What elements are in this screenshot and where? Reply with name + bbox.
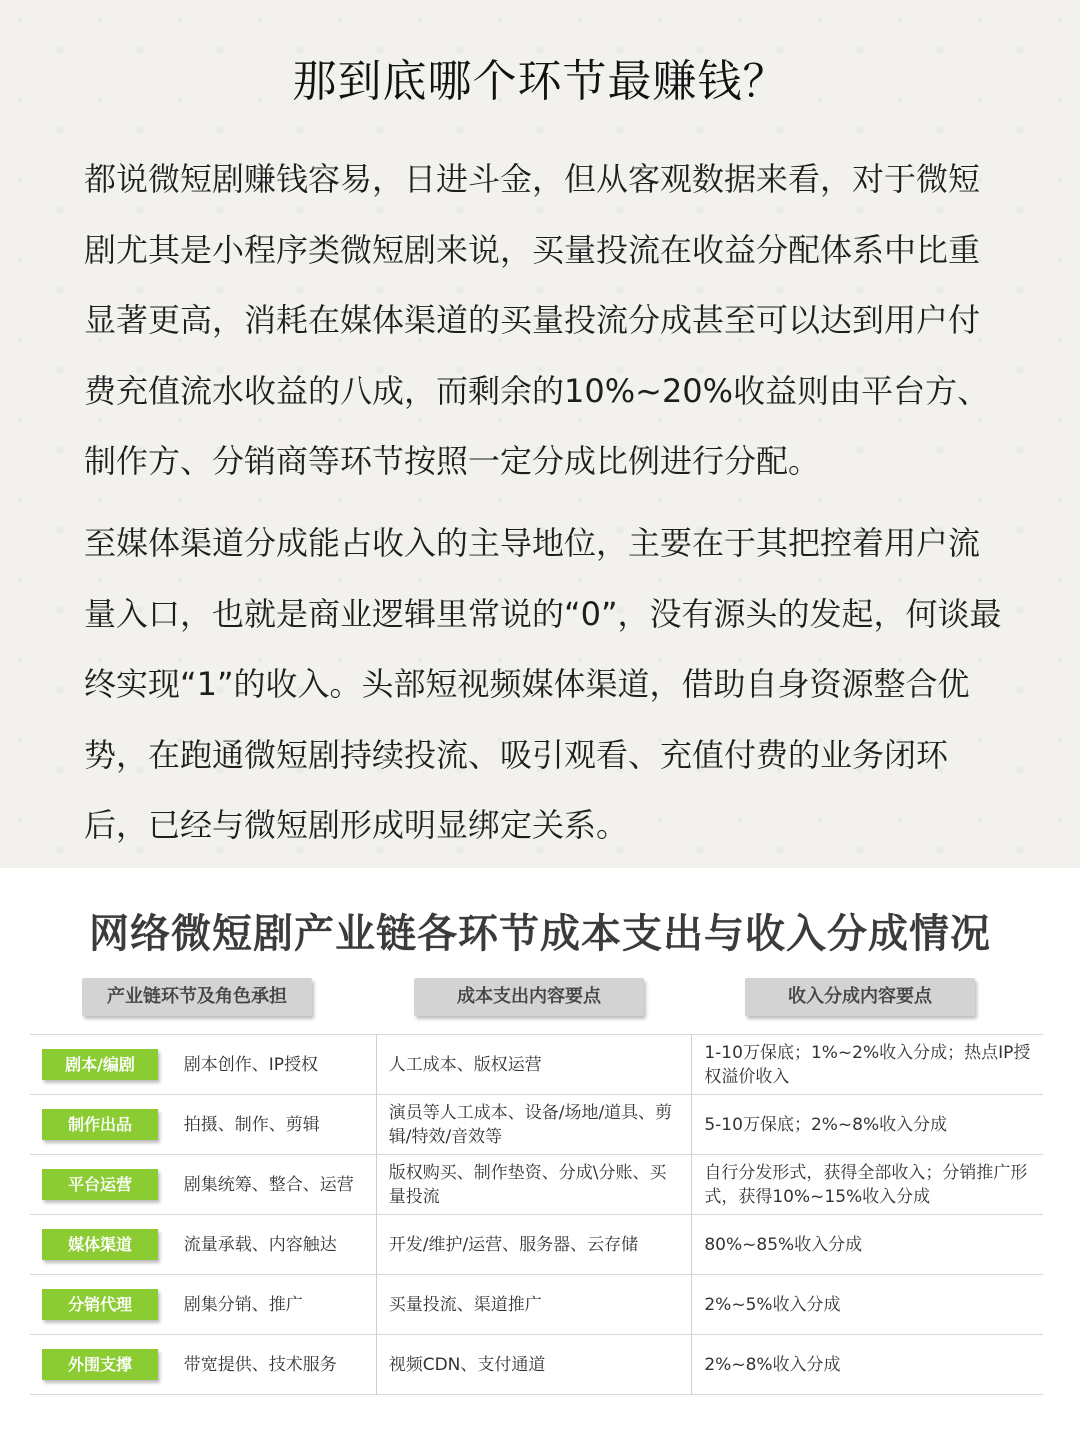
cost-cell: 视频CDN、支付通道 xyxy=(376,1335,692,1395)
revenue-cell: 2%~8%收入分成 xyxy=(692,1335,1043,1395)
stage-tag: 制作出品 xyxy=(42,1109,158,1140)
revenue-cell: 1-10万保底；1%~2%收入分成；热点IP授权溢价收入 xyxy=(692,1035,1043,1095)
revenue-cell: 5-10万保底；2%~8%收入分成 xyxy=(692,1095,1043,1155)
cost-cell: 买量投流、渠道推广 xyxy=(376,1275,692,1335)
role-cell: 剧集统筹、整合、运营 xyxy=(172,1155,376,1215)
role-cell: 剧集分销、推广 xyxy=(172,1275,376,1335)
role-cell: 流量承载、内容触达 xyxy=(172,1215,376,1275)
role-cell: 拍摄、制作、剪辑 xyxy=(172,1095,376,1155)
cost-cell: 演员等人工成本、设备/场地/道具、剪辑/特效/音效等 xyxy=(376,1095,692,1155)
cost-cell: 开发/维护/运营、服务器、云存储 xyxy=(376,1215,692,1275)
header-revenue: 收入分成内容要点 xyxy=(745,978,975,1016)
revenue-cell: 2%~5%收入分成 xyxy=(692,1275,1043,1335)
cost-cell: 版权购买、制作垫资、分成\分账、买量投流 xyxy=(376,1155,692,1215)
stage-tag: 媒体渠道 xyxy=(42,1229,158,1260)
role-cell: 带宽提供、技术服务 xyxy=(172,1335,376,1395)
cost-cell: 人工成本、版权运营 xyxy=(376,1035,692,1095)
stage-tag: 外围支撑 xyxy=(42,1349,158,1380)
table-row xyxy=(30,1215,1043,1275)
cost-revenue-table xyxy=(30,1034,1043,1395)
paragraph-2: 至媒体渠道分成能占收入的主导地位，主要在于其把控着用户流量入口，也就是商业逻辑里常说的“0”，没有源头的发起，何谈最终实现“1”的收入。头部短视频媒体渠道，借助自身资源整合优势，在跑通微短剧持续投流、吸引观看、充值付费的业务闭环后，已经与微短剧形成明显绑定关系。 xyxy=(84,524,1002,844)
page-title: 那到底哪个环节最赚钱？ xyxy=(292,56,788,107)
paragraph-1: 都说微短剧赚钱容易，日进斗金，但从客观数据来看，对于微短剧尤其是小程序类微短剧来说，买量投流在收益分配体系中比重显著更高，消耗在媒体渠道的买量投流分成甚至可以达到用户付费充值流水收益的八成，而剩余的10%~20%收益则由平台方、制作方、分销商等环节按照一定分成比例进行分配。 xyxy=(84,160,990,480)
table-row xyxy=(30,1155,1043,1215)
table-row xyxy=(30,1275,1043,1335)
header-role: 产业链环节及角色承担 xyxy=(82,978,312,1016)
revenue-cell: 自行分发形式，获得全部收入；分销推广形式，获得10%~15%收入分成 xyxy=(692,1155,1043,1215)
table-row xyxy=(30,1335,1043,1395)
stage-tag: 平台运营 xyxy=(42,1169,158,1200)
role-cell: 剧本创作、IP授权 xyxy=(172,1035,376,1095)
table-row xyxy=(30,1095,1043,1155)
header-cost: 成本支出内容要点 xyxy=(414,978,644,1016)
table-title: 网络微短剧产业链各环节成本支出与收入分成情况 xyxy=(89,911,991,957)
stage-tag: 剧本/编剧 xyxy=(42,1049,158,1080)
revenue-cell: 80%~85%收入分成 xyxy=(692,1215,1043,1275)
table-row xyxy=(30,1035,1043,1095)
stage-tag: 分销代理 xyxy=(42,1289,158,1320)
